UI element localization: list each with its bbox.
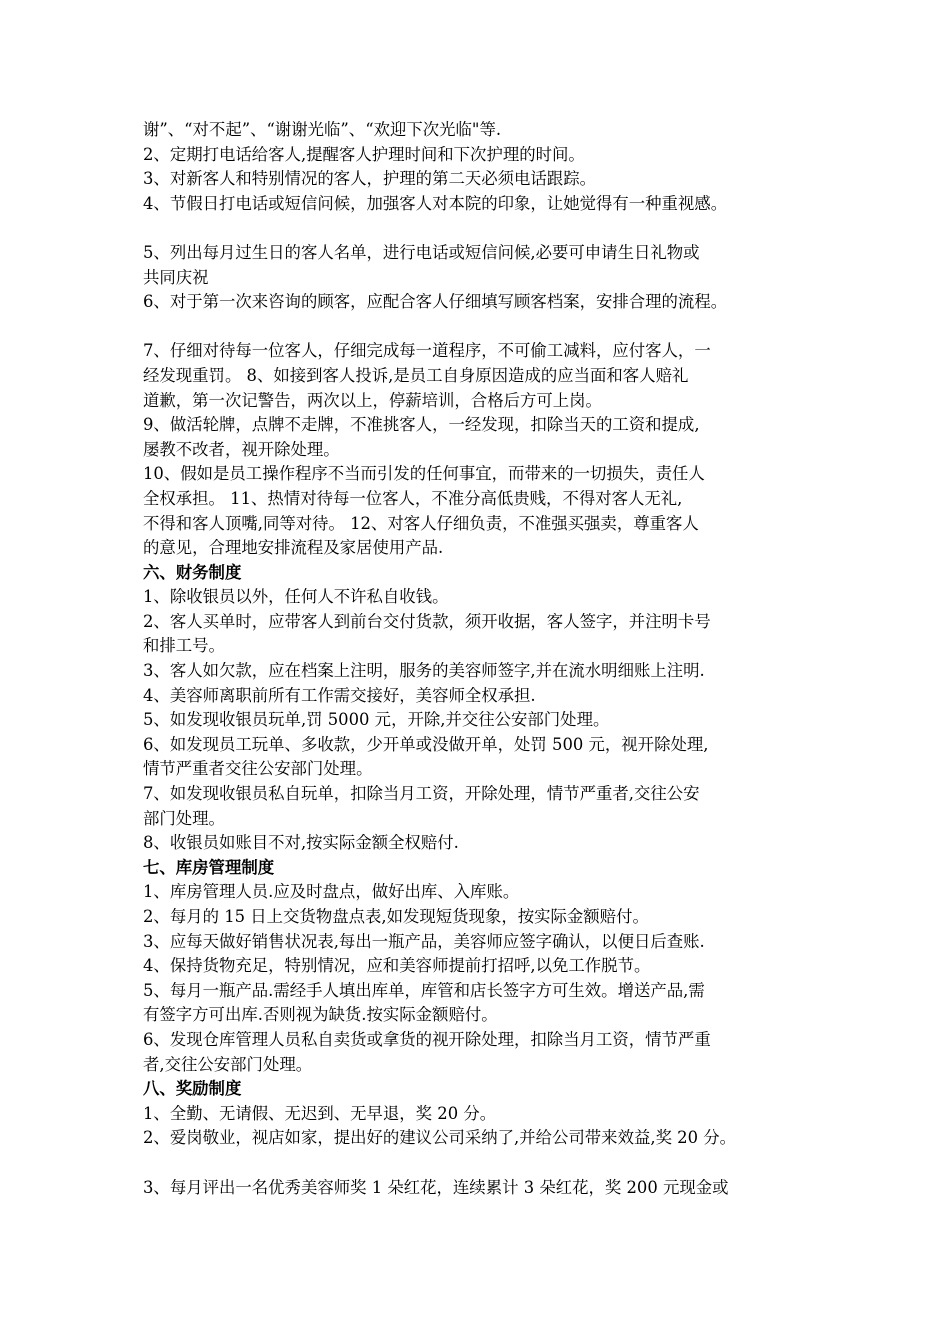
paragraph-line: 全权承担。 11、热情对待每一位客人，不准分高低贵贱，不得对客人无礼,: [143, 488, 683, 508]
paragraph-line: 经发现重罚。 8、如接到客人投诉,是员工自身原因造成的应当面和客人赔礼: [143, 365, 689, 385]
paragraph-line: 7、如发现收银员私自玩单，扣除当月工资，开除处理，情节严重者,交往公安: [143, 784, 700, 804]
paragraph-line: 3、每月评出一名优秀美容师奖 1 朵红花，连续累计 3 朵红花，奖 200 元现金或: [143, 1177, 729, 1197]
paragraph-line: 2、客人买单时，应带客人到前台交付货款，须开收据，客人签字，并注明卡号: [143, 611, 711, 631]
paragraph-line: 谢”、“对不起”、“谢谢光临”、“欢迎下次光临"等.: [143, 120, 502, 139]
paragraph-line: 4、美容师离职前所有工作需交接好，美容师全权承担.: [143, 685, 536, 705]
document-body: [143, 118, 823, 1200]
section-heading: 七、库房管理制度: [143, 857, 275, 877]
paragraph-line: 5、列出每月过生日的客人名单，进行电话或短信问候,必要可申请生日礼物或: [143, 242, 700, 262]
paragraph-line: 和排工号。: [143, 636, 225, 656]
paragraph-line: 道歉，第一次记警告，两次以上，停薪培训，合格后方可上岗。: [143, 390, 602, 410]
paragraph-line: 部门处理。: [143, 808, 225, 828]
paragraph-line: 1、库房管理人员.应及时盘点，做好出库、入库账。: [143, 882, 520, 902]
paragraph-line: 5、如发现收银员玩单,罚 5000 元，开除,并交往公安部门处理。: [143, 710, 610, 730]
paragraph-line: 7、仔细对待每一位客人，仔细完成每一道程序，不可偷工减料，应付客人，一: [143, 341, 711, 361]
paragraph-line: 情节严重者交往公安部门处理。: [143, 759, 373, 779]
section-heading: 六、财务制度: [143, 562, 242, 582]
paragraph-line: 1、全勤、无请假、无迟到、无早退，奖 20 分。: [143, 1103, 497, 1123]
paragraph-line: 共同庆祝: [143, 267, 209, 287]
paragraph-line: 3、客人如欠款，应在档案上注明，服务的美容师签字,并在流水明细账上注明.: [143, 661, 705, 681]
paragraph-line: 3、对新客人和特别情况的客人，护理的第二天必须电话跟踪。: [143, 169, 596, 189]
paragraph-line: 有签字方可出库.否则视为缺货.按实际金额赔付。: [143, 1005, 498, 1025]
paragraph-line: 的意见，合理地安排流程及家居使用产品.: [143, 538, 444, 558]
paragraph-line: 6、如发现员工玩单、多收款，少开单或没做开单，处罚 500 元，视开除处理,: [143, 734, 709, 754]
paragraph-line: 9、做活轮牌，点牌不走牌，不准挑客人，一经发现，扣除当天的工资和提成,: [143, 415, 700, 435]
paragraph-line: 者,交往公安部门处理。: [143, 1054, 313, 1074]
paragraph-line: 3、应每天做好销售状况表,每出一瓶产品，美容师应签字确认，以便日后查账.: [143, 931, 705, 951]
paragraph-line: 2、定期打电话给客人,提醒客人护理时间和下次护理的时间。: [143, 144, 585, 164]
paragraph-line: 4、节假日打电话或短信问候，加强客人对本院的印象，让她觉得有一种重视感。: [143, 193, 728, 213]
paragraph-line: 1、除收银员以外，任何人不许私自收钱。: [143, 587, 449, 607]
paragraph-line: 屡教不改者，视开除处理。: [143, 439, 340, 459]
paragraph-line: 8、收银员如账目不对,按实际金额全权赔付.: [143, 833, 459, 853]
section-heading: 八、奖励制度: [143, 1079, 242, 1099]
blank-line: [143, 315, 823, 340]
paragraph-line: 6、发现仓库管理人员私自卖货或拿货的视开除处理，扣除当月工资，情节严重: [143, 1029, 711, 1049]
paragraph-line: 不得和客人顶嘴,同等对待。 12、对客人仔细负责，不准强买强卖，尊重客人: [143, 513, 699, 533]
blank-line: [143, 1151, 823, 1176]
paragraph-line: 2、爱岗敬业，视店如家，提出好的建议公司采纳了,并给公司带来效益,奖 20 分。: [143, 1128, 737, 1148]
blank-line: [143, 216, 823, 241]
paragraph-line: 4、保持货物充足，特别情况，应和美容师提前打招呼,以免工作脱节。: [143, 956, 651, 976]
paragraph-line: 10、假如是员工操作程序不当而引发的任何事宜，而带来的一切损失，责任人: [143, 464, 705, 484]
paragraph-line: 5、每月一瓶产品.需经手人填出库单，库管和店长签字方可生效。增送产品,需: [143, 980, 705, 1000]
paragraph-line: 6、对于第一次来咨询的顾客，应配合客人仔细填写顾客档案，安排合理的流程。: [143, 292, 728, 312]
paragraph-line: 2、每月的 15 日上交货物盘点表,如发现短货现象，按实际金额赔付。: [143, 907, 649, 926]
